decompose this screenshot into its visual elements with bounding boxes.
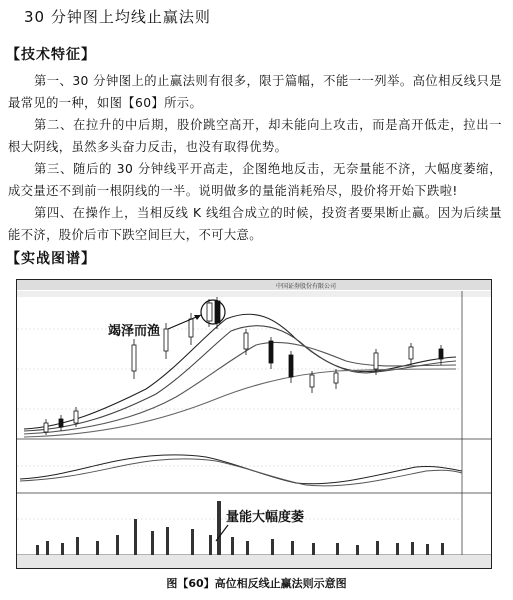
annotation-top: 竭泽而渔 xyxy=(108,324,161,339)
stock-chart-figure xyxy=(16,279,492,569)
paragraph-2: 第二、在拉升的中后期，股价跳空高开，却未能向上攻击，而是高开低走，拉出一根大阴线，虽然多头奋力反击，也没有取得优势。 xyxy=(8,118,502,154)
section-heading-features: 【技术特征】 xyxy=(6,47,96,63)
paragraph-1: 第一、30 分钟图上的止赢法则有很多，限于篇幅，不能一一列举。高位相反线只是最常见的一种，如图【60】所示。 xyxy=(8,74,502,110)
figure-caption: 图【60】高位相反线止赢法则示意图 xyxy=(166,577,347,590)
chart-header-text: 中国证券股份有限公司 xyxy=(276,283,337,290)
page-title: 30 分钟图上均线止赢法则 xyxy=(24,8,211,26)
section-heading-chart: 【实战图谱】 xyxy=(6,251,96,267)
paragraph-3: 第三、随后的 30 分钟线平开高走，企图绝地反击，无奈量能不济，大幅度萎缩，成交量还不到前一根阴线的一半。说明做多的量能消耗殆尽，股价将开始下跌啦! xyxy=(8,162,502,198)
annotation-bottom: 量能大幅度萎 xyxy=(226,510,305,525)
paragraph-4: 第四、在操作上，当相反线 K 线组合成立的时候，投资者要果断止赢。因为后续量能不济，股价后市下跌空间巨大，不可大意。 xyxy=(8,206,502,242)
